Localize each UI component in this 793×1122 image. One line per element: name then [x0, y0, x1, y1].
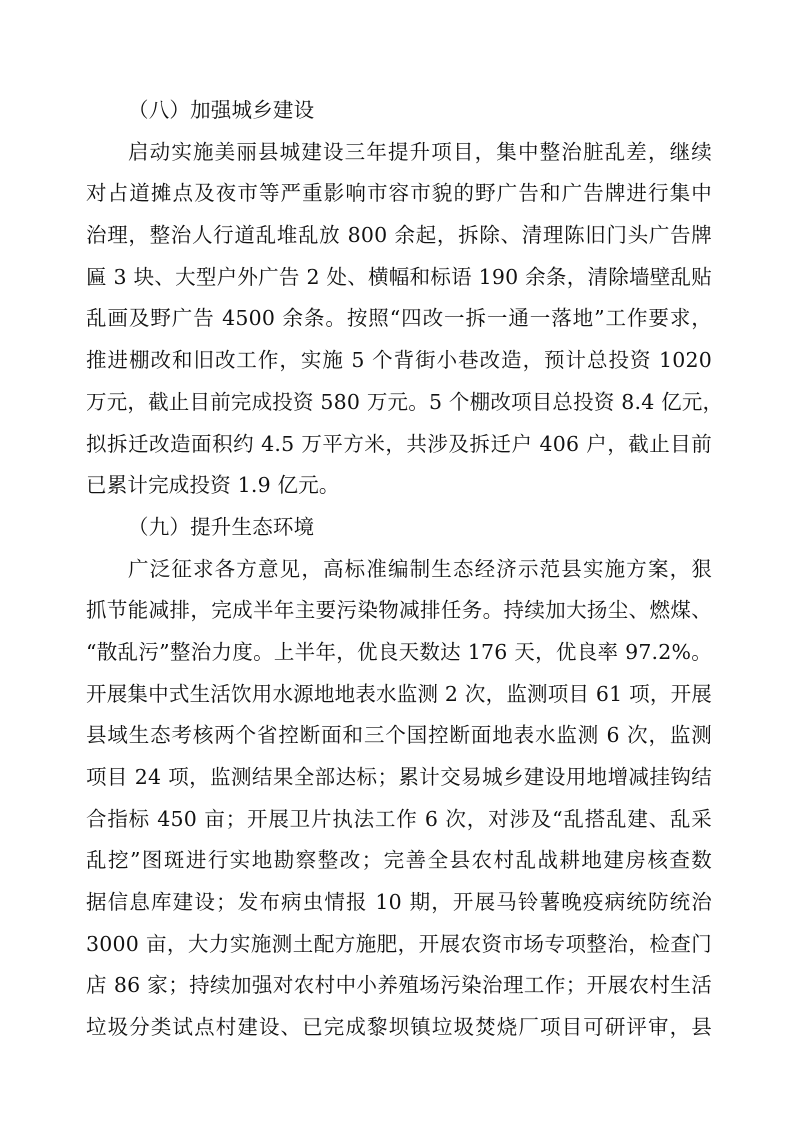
paragraph-line: 推进棚改和旧改工作，实施 5 个背街小巷改造，预计总投资 1020: [86, 348, 712, 373]
paragraph-line: 开展集中式生活饮用水源地地表水监测 2 次，监测项目 61 项，开展: [86, 681, 712, 706]
paragraph-line: 乱挖”图斑进行实地勘察整改；完善全县农村乱战耕地建房核查数: [86, 848, 712, 873]
paragraph-line: 已累计完成投资 1.9 亿元。: [86, 473, 340, 498]
paragraph-line: 店 86 家；持续加强对农村中小养殖场污染治理工作；开展农村生活: [86, 973, 712, 998]
paragraph-line: 拟拆迁改造面积约 4.5 万平方米，共涉及拆迁户 406 户，截止目前: [86, 431, 712, 456]
paragraph-line: 3000 亩，大力实施测土配方施肥，开展农资市场专项整治，检查门: [86, 931, 712, 956]
document-page: [86, 90, 724, 1049]
section-heading-8: （八）加强城乡建设: [128, 98, 315, 122]
paragraph-line: 县域生态考核两个省控断面和三个国控断面地表水监测 6 次，监测: [86, 723, 712, 748]
paragraph-line: 项目 24 项，监测结果全部达标；累计交易城乡建设用地增减挂钩结: [86, 765, 712, 789]
paragraph-line: “散乱污”整治力度。上半年，优良天数达 176 天，优良率 97.2%。: [86, 639, 712, 664]
section-heading-9: （九）提升生态环境: [128, 514, 315, 539]
paragraph-line: 广泛征求各方意见，高标准编制生态经济示范县实施方案，狠: [128, 556, 712, 581]
paragraph-line: 治理，整治人行道乱堆乱放 800 余起，拆除、清理陈旧门头广告牌: [86, 223, 712, 248]
paragraph-line: 乱画及野广告 4500 余条。按照“四改一拆一通一落地”工作要求，: [86, 306, 712, 331]
paragraph-line: 启动实施美丽县城建设三年提升项目，集中整治脏乱差，继续: [128, 139, 712, 164]
paragraph-line: 抓节能减排，完成半年主要污染物减排任务。持续加大扬尘、燃煤、: [86, 598, 712, 623]
paragraph-line: 合指标 450 亩；开展卫片执法工作 6 次，对涉及“乱搭乱建、乱采: [86, 806, 712, 831]
paragraph-line: 匾 3 块、大型户外广告 2 处、横幅和标语 190 余条，清除墙壁乱贴: [86, 264, 712, 289]
paragraph-line: 垃圾分类试点村建设、已完成黎坝镇垃圾焚烧厂项目可研评审，县: [86, 1015, 712, 1040]
paragraph-line: 对占道摊点及夜市等严重影响市容市貌的野广告和广告牌进行集中: [86, 181, 712, 206]
paragraph-line: 据信息库建设；发布病虫情报 10 期，开展马铃薯晚疫病统防统治: [86, 890, 712, 915]
paragraph-line: 万元，截止目前完成投资 580 万元。5 个棚改项目总投资 8.4 亿元，: [86, 389, 724, 414]
